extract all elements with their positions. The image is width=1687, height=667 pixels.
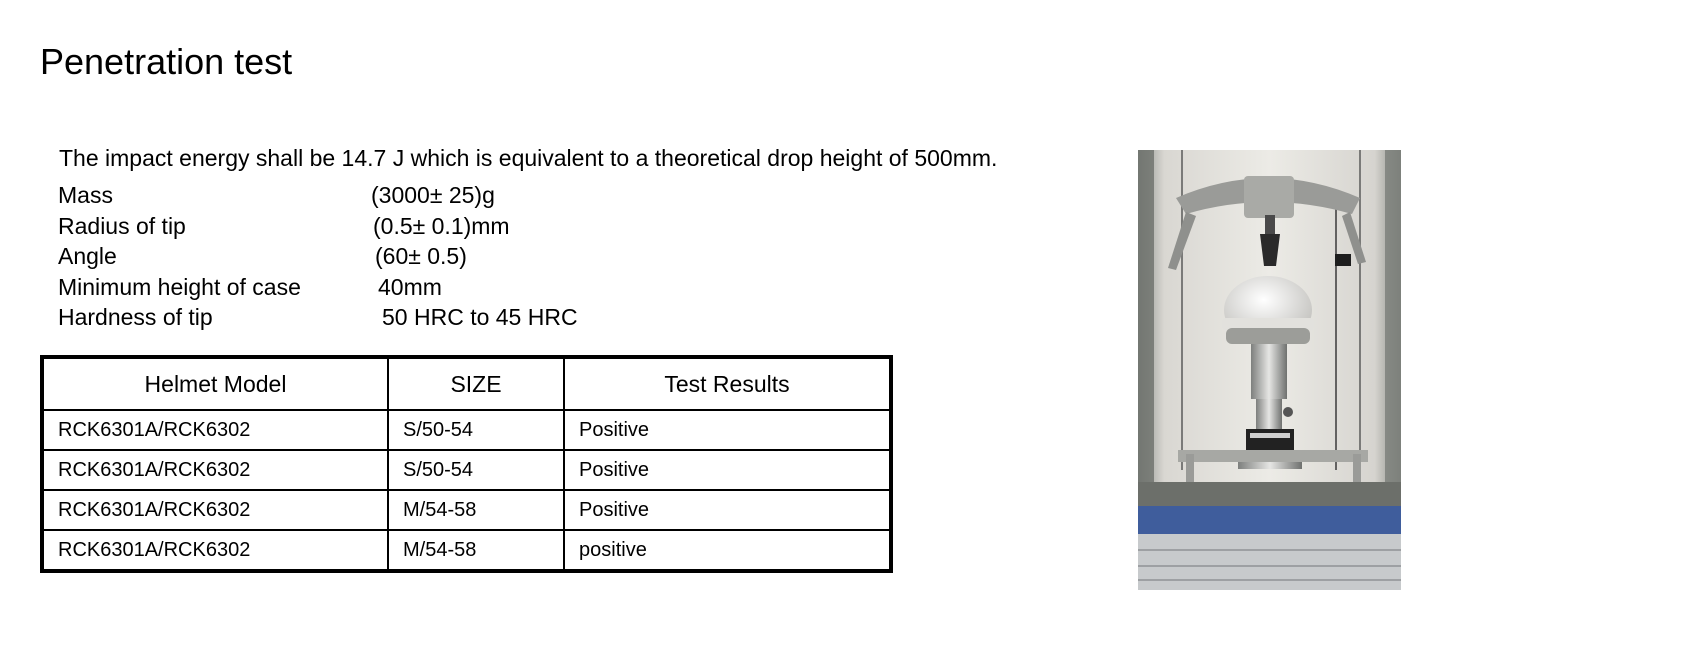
cell-result: positive (564, 530, 891, 571)
cell-model: RCK6301A/RCK6302 (42, 450, 388, 490)
cell-result: Positive (564, 490, 891, 530)
test-results-table (40, 355, 893, 573)
table-row (42, 450, 891, 490)
test-rig-photo (1138, 150, 1401, 590)
cell-result: Positive (564, 450, 891, 490)
header-helmet-model: Helmet Model (42, 357, 388, 410)
spec-label: Radius of tip (58, 212, 186, 239)
cell-size: M/54-58 (388, 530, 564, 571)
cell-result: Positive (564, 410, 891, 450)
spec-value: 40mm (378, 273, 442, 300)
cell-model: RCK6301A/RCK6302 (42, 530, 388, 571)
header-size: SIZE (388, 357, 564, 410)
spec-label: Mass (58, 182, 113, 208)
spec-label: Angle (58, 243, 117, 269)
spec-label: Minimum height of case (58, 273, 301, 300)
table-header-row (42, 357, 891, 410)
table-row (42, 410, 891, 450)
header-test-results: Test Results (564, 357, 891, 410)
cell-size: M/54-58 (388, 490, 564, 530)
cell-model: RCK6301A/RCK6302 (42, 490, 388, 530)
cell-model: RCK6301A/RCK6302 (42, 410, 388, 450)
spec-value: (0.5± 0.1)mm (373, 212, 510, 239)
spec-value: 50 HRC to 45 HRC (382, 304, 578, 330)
spec-value: (60± 0.5) (375, 243, 467, 269)
table-row (42, 530, 891, 571)
impact-energy-text: The impact energy shall be 14.7 J which is equivalent to a theoretical drop height of 500mm. (59, 145, 998, 171)
cell-size: S/50-54 (388, 450, 564, 490)
table-row (42, 490, 891, 530)
page-title: Penetration test (40, 41, 293, 82)
spec-value: (3000± 25)g (371, 182, 495, 208)
cell-size: S/50-54 (388, 410, 564, 450)
spec-label: Hardness of tip (58, 304, 213, 330)
